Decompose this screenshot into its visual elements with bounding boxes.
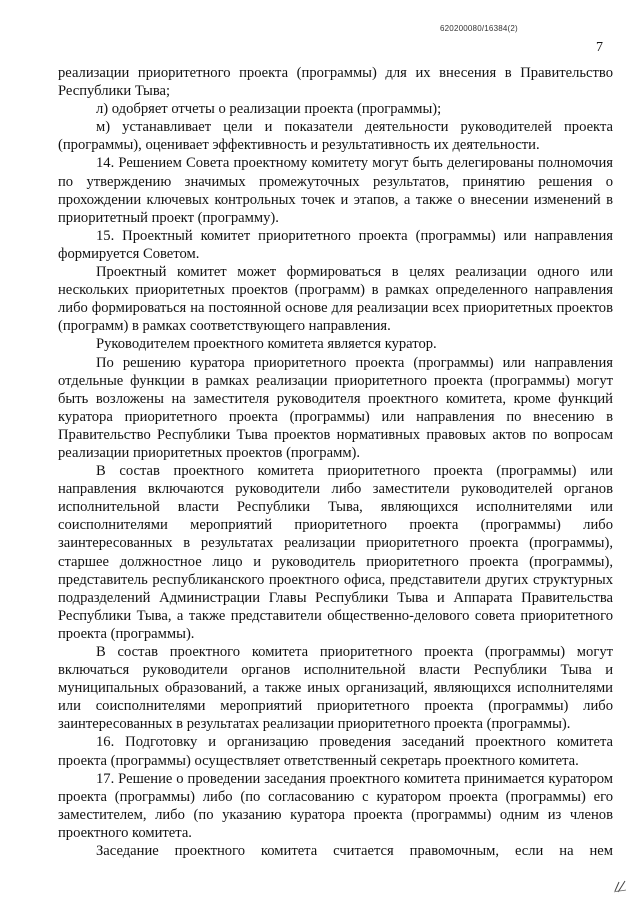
page-number: 7 [596,40,603,55]
paragraph-committee-optional-members: В состав проектного комитета приоритетного проекта (программы) могут включаться руководители органов исполнительной власти Республики Тыва и муниципальных образований, а также иных организаций, являющихся исполнителями или соисполнителями мероприятий приоритетного проекта (программы) либо заинтересованных в результатах реализации приоритетного проекта (программы). [58,644,613,733]
paragraph-curator-decision: По решению куратора приоритетного проекта (программы) или направления отдельные функции в рамках реализации приоритетного проекта (программы) могут быть возложены на заместителя руководителя проектного комитета, кроме функций куратора приоритетного проекта (программы) или направления по внесению в Правительство Республики Тыва проектов нормативных правовых актов по вопросам реализации приоритетных проектов (программ). [58,354,613,461]
paragraph-clause-17: 17. Решение о проведении заседания проектного комитета принимается куратором проекта (программы) либо (по согласованию с куратором проекта (программы) его заместителем, либо (по указанию куратора проекта (программы) одним из членов проектного комитета. [58,770,613,841]
paragraph-committee-formation: Проектный комитет может формироваться в целях реализации одного или нескольких приоритетных проектов (программ) в рамках определенного направления либо формироваться на постоянной основе для реализации всех приоритетных проектов (программ) в рамках соответствующего направления. [58,264,613,335]
initials-mark [612,878,628,894]
document-code: 620200080/16384(2) [440,24,518,33]
paragraph-clause-16: 16. Подготовку и организацию проведения заседаний проектного комитета проекта (программы) осуществляет ответственный секретарь проектного комитета. [58,734,613,769]
paragraph-quorum: Заседание проектного комитета считается правомочным, если на нем [96,843,613,860]
paragraph-clause-14: 14. Решением Совета проектному комитету могут быть делегированы полномочия по утверждению значимых промежуточных результатов, принятию решения о прохождении ключевых контрольных точек и этапов, а также о внесении изменений в приоритетный проект (программу). [58,155,613,226]
paragraph-item-m: м) устанавливает цели и показатели деятельности руководителей проекта (программы), оценивает эффективность и результативность их деятельности. [58,119,613,154]
paragraph-continuation: реализации приоритетного проекта (программы) для их внесения в Правительство Республики Тыва; [58,65,613,100]
paragraph-item-l: л) одобряет отчеты о реализации проекта (программы); [96,101,442,118]
document-body [58,64,613,860]
paragraph-clause-15: 15. Проектный комитет приоритетного проекта (программы) или направления формируется Советом. [58,227,613,262]
paragraph-committee-head: Руководителем проектного комитета является куратор. [96,336,437,353]
paragraph-committee-composition: В состав проектного комитета приоритетного проекта (программы) или направления включаются руководители либо заместители руководителей органов исполнительной власти Республики Тыва, являющихся исполнителями или соисполнителями мероприятий приоритетного проекта (программы) либо заинтересованных в результатах реализации приоритетного проекта (программы), старшее должностное лицо и руководитель приоритетного проекта (программы), представитель республиканского проектного офиса, представители других структурных подразделений Администрации Главы Республики Тыва и Аппарата Правительства Республики Тыва, а также представители общественно-делового совета приоритетного проекта (программы). [58,463,613,642]
